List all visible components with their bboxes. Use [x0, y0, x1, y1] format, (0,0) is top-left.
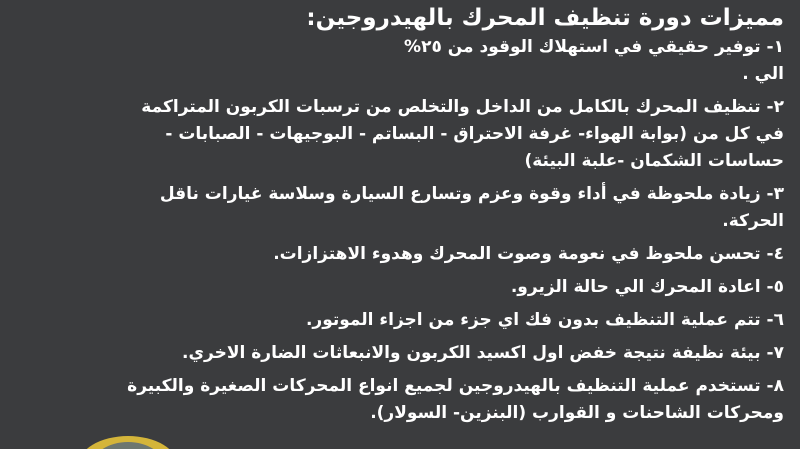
list-item-4 — [12, 241, 784, 268]
list-item-1 — [12, 34, 784, 88]
list-item-2 — [12, 94, 784, 175]
list-item-5 — [12, 274, 784, 301]
list-item-line: الي . — [742, 64, 784, 84]
list-item-line: ومحركات الشاحنات و القوارب (البنزين- السولار). — [370, 403, 784, 423]
logo-emblem-center — [92, 442, 164, 449]
list-item-line: ٢- تنظيف المحرك بالكامل من الداخل والتخلص من ترسبات الكربون المتراكمة — [141, 97, 784, 117]
list-item-line: في كل من (بوابة الهواء- غرفة الاحتراق - البساتم - البوجيهات - الصبابات - — [165, 124, 784, 144]
list-item-8 — [12, 373, 784, 427]
list-item-3 — [12, 181, 784, 235]
list-item-line: ١- توفير حقيقي في استهلاك الوقود من ٢٥% — [404, 37, 784, 57]
list-item-line: ٤- تحسن ملحوظ في نعومة وصوت المحرك وهدوء الاهتزازات. — [273, 244, 784, 264]
list-item-line: ٦- تتم عملية التنظيف بدون فك اي جزء من اجزاء الموتور. — [305, 310, 784, 330]
logo-emblem — [78, 436, 178, 449]
list-item-line: ٧- بيئة نظيفة نتيجة خفض اول اكسيد الكربون والانبعاثات الضارة الاخري. — [182, 343, 784, 363]
list-item-line: ٥- اعادة المحرك الي حالة الزيرو. — [510, 277, 784, 297]
list-item-line: ٨- تستخدم عملية التنظيف بالهيدروجين لجميع انواع المحركات الصغيرة والكبيرة — [127, 376, 784, 396]
list-item-line: الحركة. — [722, 211, 784, 231]
list-item-6 — [12, 307, 784, 334]
document-content — [12, 0, 784, 433]
page-title: مميزات دورة تنظيف المحرك بالهيدروجين: — [306, 5, 784, 31]
list-item-line: ٣- زيادة ملحوظة في أداء وقوة وعزم وتسارع السيارة وسلاسة غيارات ناقل — [159, 184, 784, 204]
list-item-line: حساسات الشكمان -علبة البيئة) — [524, 151, 784, 171]
list-item-7 — [12, 340, 784, 367]
